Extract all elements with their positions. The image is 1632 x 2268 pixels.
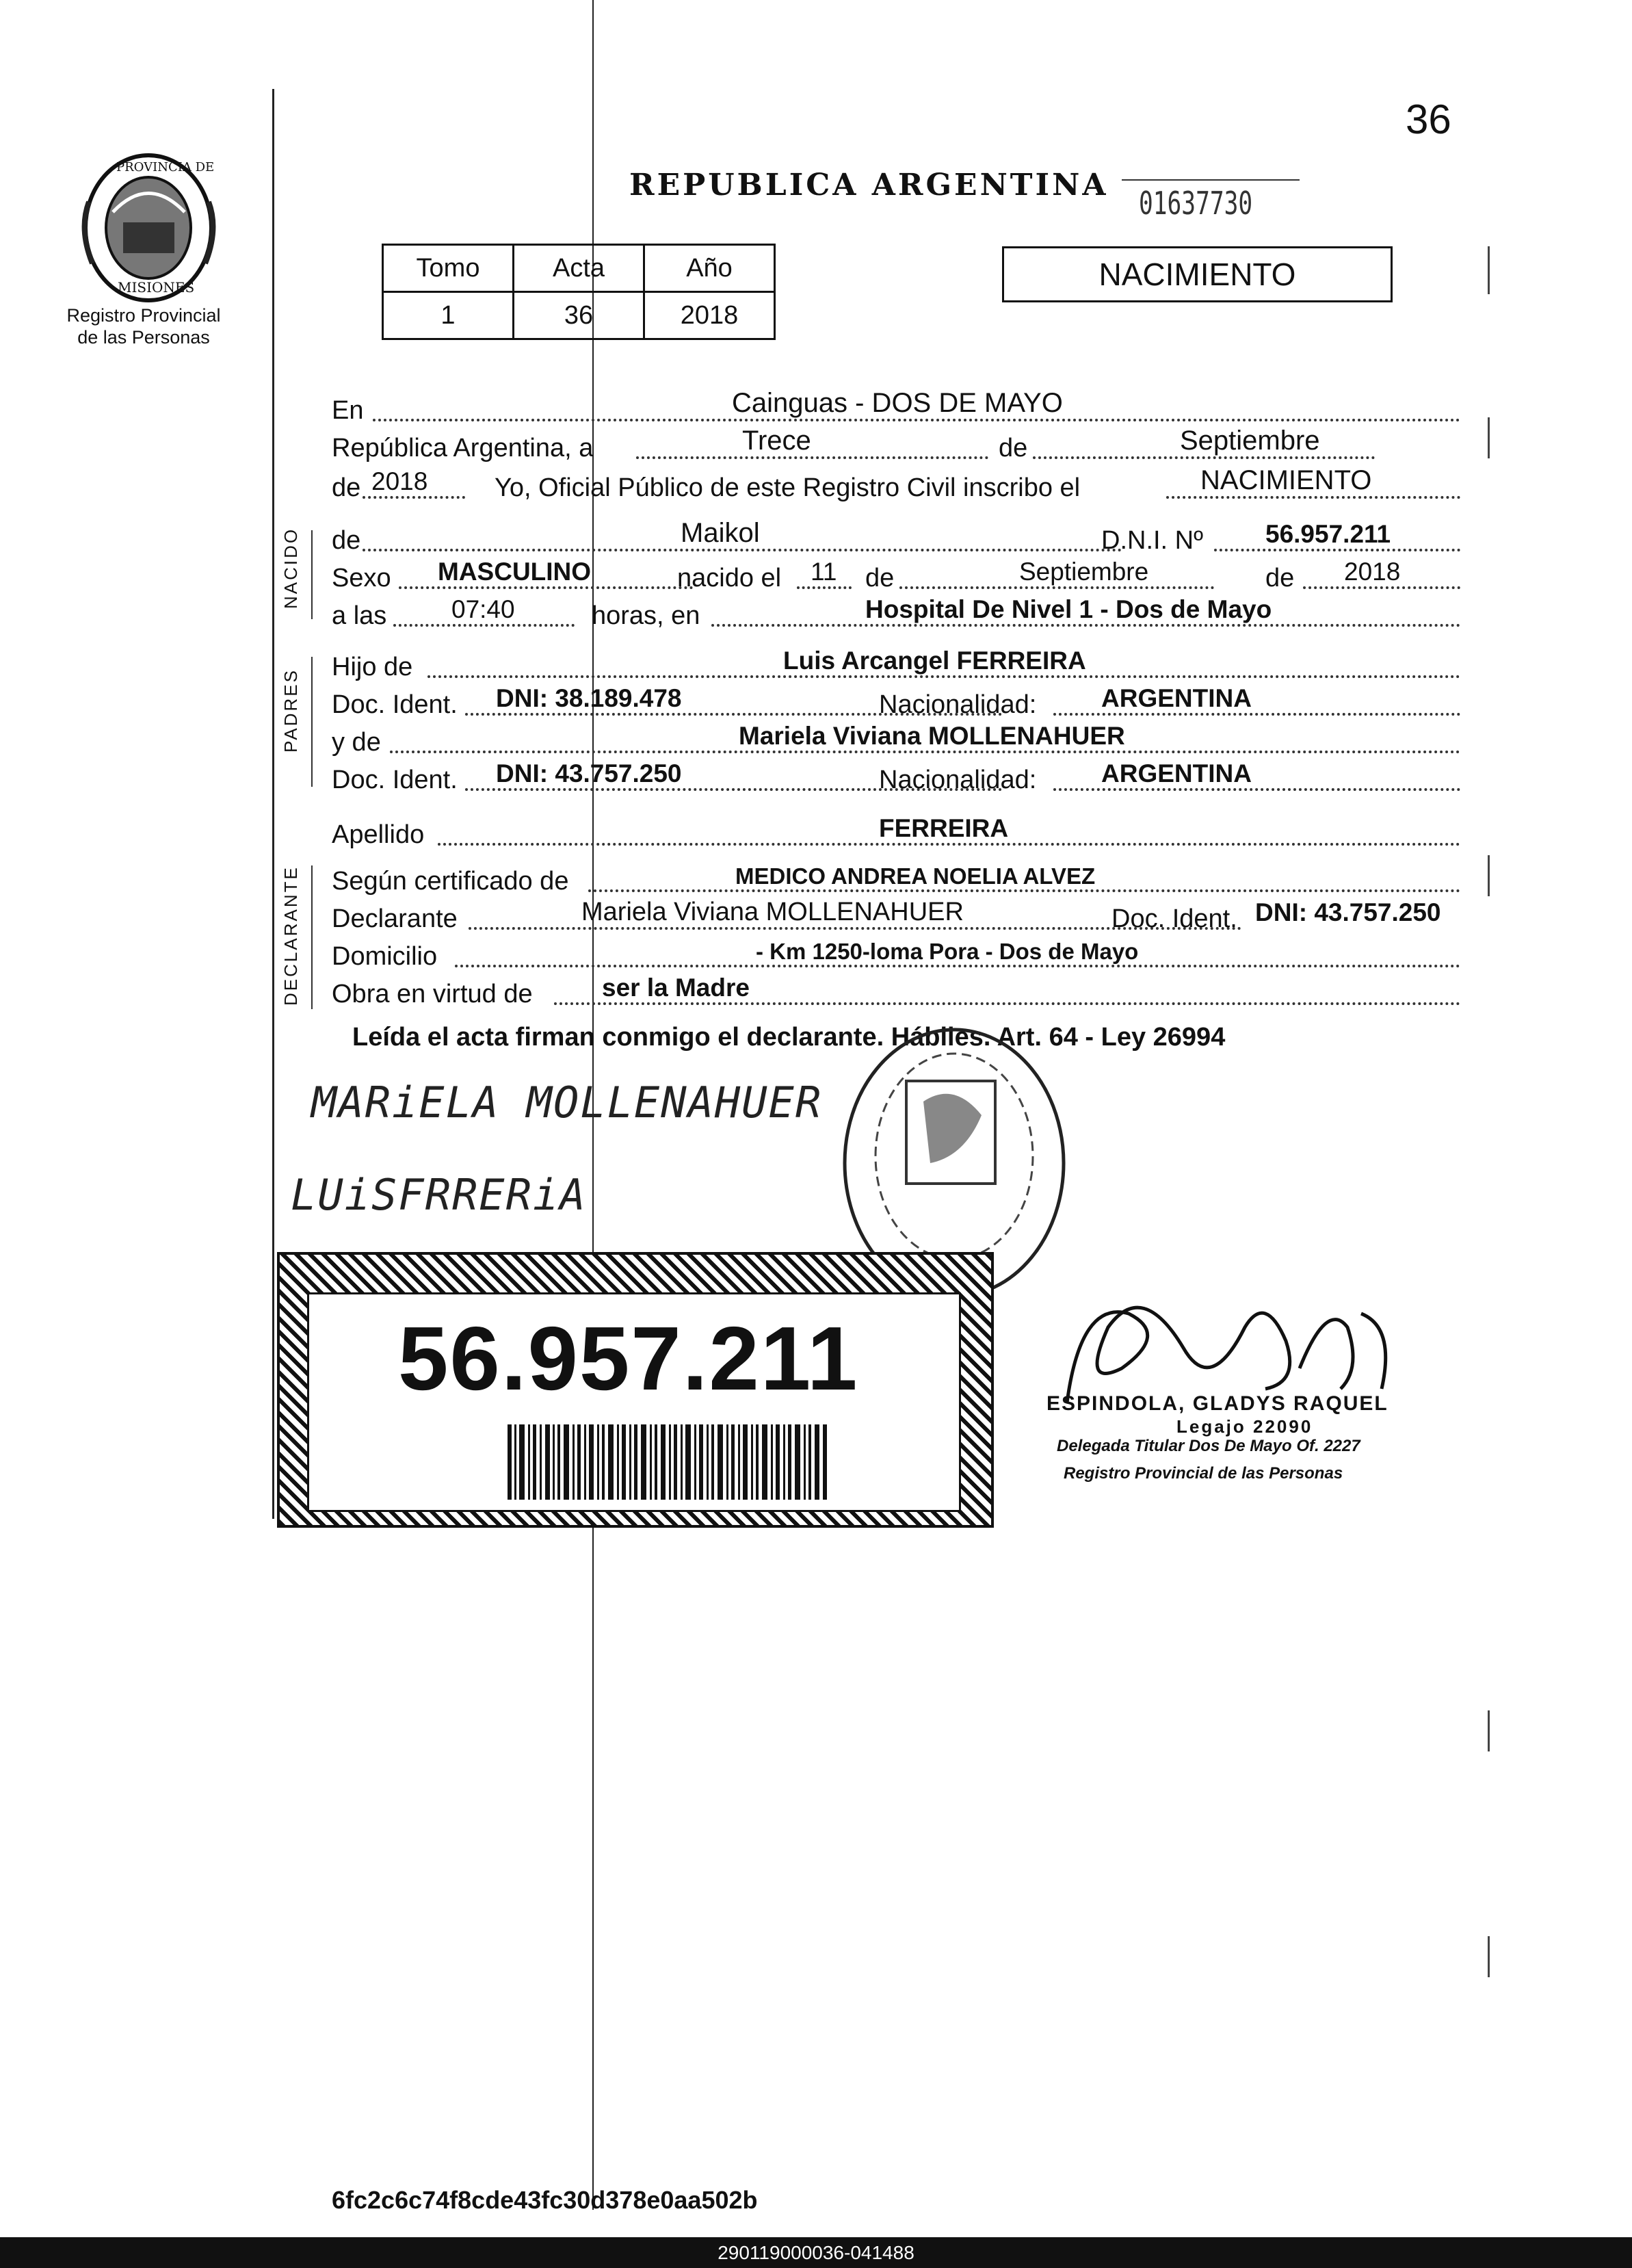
dni-value: 56.957.211: [1265, 520, 1391, 548]
doc-label: Doc. Ident.: [1111, 904, 1237, 933]
dotted-line: [588, 889, 1460, 892]
dotted-line: [390, 751, 1460, 753]
dotted-line: [636, 456, 988, 459]
section-bar-padres: [311, 657, 313, 787]
registry-caption-line: Registro Provincial: [66, 305, 221, 326]
form-row-padre-doc: [332, 684, 1460, 722]
hora-value: 07:40: [451, 595, 515, 623]
form-row-sexo: [332, 558, 1460, 596]
closing-statement: Leída el acta firman conmigo el declarante. Hábiles. Art. 64 - Ley 26994: [352, 1023, 1226, 1052]
domicilio-label: Domicilio: [332, 942, 438, 971]
act-type-box: NACIMIENTO: [1002, 246, 1393, 302]
left-margin-line: [272, 89, 274, 1519]
form-row-hora: [332, 595, 1460, 634]
official-role: Delegada Titular Dos De Mayo Of. 2227: [1057, 1437, 1360, 1455]
form-row-nombre: [332, 520, 1460, 558]
form-row-madre-doc: [332, 759, 1460, 798]
right-edge-mark: [1488, 1710, 1490, 1751]
dotted-line: [554, 1002, 1460, 1005]
table-header: Acta: [514, 245, 644, 292]
de-label: de: [865, 564, 895, 592]
form-row-domicilio: [332, 936, 1460, 974]
page-number: 36: [1406, 96, 1451, 142]
dotted-line: [797, 586, 852, 589]
nacionalidad-label: Nacionalidad:: [879, 766, 1037, 794]
nacido-label: nacido el: [677, 564, 782, 592]
padre-nacionalidad-value: ARGENTINA: [1101, 684, 1252, 712]
section-bar-nacido: [311, 530, 313, 619]
obra-label: Obra en virtud de: [332, 980, 533, 1008]
barcode-icon: [508, 1424, 829, 1500]
official-name: ESPINDOLA, GLADYS RAQUEL: [1047, 1392, 1388, 1415]
svg-text:PROVINCIA DE: PROVINCIA DE: [116, 160, 215, 174]
form-row-en: [332, 390, 1460, 428]
apellido-label: Apellido: [332, 820, 425, 849]
signature-madre: MARiELA MOLLENAHUER: [311, 1078, 823, 1128]
provincial-seal-icon: [75, 147, 222, 308]
declarante-value: Mariela Viviana MOLLENAHUER: [581, 898, 964, 926]
document-title: REPUBLICA ARGENTINA: [629, 168, 1109, 203]
declarante-doc-value: DNI: 43.757.250: [1255, 898, 1441, 926]
de-label: de: [999, 434, 1028, 462]
de-label: de: [332, 473, 361, 502]
dotted-line: [438, 843, 1460, 846]
form-row-declarante: [332, 898, 1460, 937]
madre-value: Mariela Viviana MOLLENAHUER: [739, 722, 1125, 750]
domicilio-value: - Km 1250-loma Pora - Dos de Mayo: [756, 939, 1139, 964]
apellido-value: FERREIRA: [879, 814, 1009, 842]
document-hash: 6fc2c6c74f8cde43fc30d378e0aa502b: [332, 2186, 758, 2214]
dotted-line: [1033, 456, 1375, 459]
right-edge-mark: [1488, 855, 1490, 896]
hijo-label: Hijo de: [332, 653, 413, 681]
sexo-label: Sexo: [332, 564, 391, 592]
dotted-line: [1053, 713, 1460, 716]
nacido-mes: Septiembre: [1019, 558, 1149, 586]
section-label-padres: PADRES: [280, 668, 301, 753]
dni-label: D.N.I. Nº: [1101, 526, 1203, 555]
dotted-line: [1053, 788, 1460, 791]
form-row-fecha: [332, 428, 1460, 466]
republica-label: República Argentina, a: [332, 434, 594, 462]
de-label: de: [1265, 564, 1295, 592]
dotted-line: [363, 496, 465, 499]
dotted-line: [399, 586, 693, 589]
segun-label: Según certificado de: [332, 867, 569, 896]
dotted-line: [373, 419, 1460, 421]
section-bar-declarante: [311, 865, 313, 1009]
dotted-line: [393, 624, 575, 627]
lugar-inscripcion-value: Cainguas - DOS DE MAYO: [732, 388, 1063, 418]
form-row-anio: [332, 467, 1460, 506]
form-row-obra: [332, 974, 1460, 1012]
dotted-line: [1303, 586, 1460, 589]
obra-value: ser la Madre: [602, 974, 750, 1002]
dotted-line: [711, 624, 1460, 627]
form-row-padre: [332, 647, 1460, 685]
dotted-line: [427, 675, 1460, 678]
alas-label: a las: [332, 601, 387, 630]
footer-code: 290119000036-041488: [718, 2242, 914, 2263]
oficial-text: Yo, Oficial Público de este Registro Civil inscribo el: [495, 473, 1081, 502]
nacido-anio: 2018: [1344, 558, 1401, 586]
lugar-nacimiento-value: Hospital De Nivel 1 - Dos de Mayo: [865, 595, 1272, 623]
registry-caption-line: de las Personas: [77, 327, 210, 348]
official-legajo: Legajo 22090: [1176, 1416, 1313, 1437]
right-edge-mark: [1488, 417, 1490, 458]
table-row: [383, 292, 775, 339]
madre-doc-value: DNI: 43.757.250: [496, 759, 682, 787]
svg-text:MISIONES: MISIONES: [118, 279, 195, 296]
right-edge-mark: [1488, 246, 1490, 294]
official-registry: Registro Provincial de las Personas: [1064, 1464, 1343, 1483]
table-header: Tomo: [383, 245, 514, 292]
right-edge-mark: [1488, 1936, 1490, 1977]
padre-value: Luis Arcangel FERREIRA: [783, 647, 1086, 675]
acta-table: [382, 244, 776, 340]
nombre-label: de: [332, 526, 361, 555]
table-header-row: [383, 245, 775, 292]
dotted-line: [1166, 496, 1460, 499]
dni-barcode-sticker: [277, 1252, 994, 1528]
table-header: Año: [644, 245, 775, 292]
barcode-label: [307, 1292, 961, 1512]
anio-value: 2018: [371, 467, 428, 495]
section-label-nacido: NACIDO: [280, 527, 301, 609]
doc-label: Doc. Ident.: [332, 766, 458, 794]
barcode-number: 56.957.211: [398, 1308, 859, 1409]
nacionalidad-label: Nacionalidad:: [879, 690, 1037, 719]
table-cell: 1: [383, 292, 514, 339]
table-cell: 2018: [644, 292, 775, 339]
inscribo-value: NACIMIENTO: [1200, 465, 1372, 495]
nombre-value: Maikol: [681, 518, 760, 548]
padre-doc-value: DNI: 38.189.478: [496, 684, 682, 712]
dotted-line: [455, 965, 1460, 967]
form-row-madre: [332, 722, 1460, 760]
en-label: En: [332, 396, 364, 425]
nacido-dia: 11: [811, 558, 837, 586]
serial-number: 01637730: [1139, 185, 1253, 222]
doc-label: Doc. Ident.: [332, 690, 458, 719]
declarante-label: Declarante: [332, 904, 458, 933]
dotted-line: [899, 586, 1214, 589]
segun-value: MEDICO ANDREA NOELIA ALVEZ: [735, 863, 1096, 889]
yde-label: y de: [332, 728, 381, 757]
sexo-value: MASCULINO: [438, 558, 592, 586]
table-cell: 36: [514, 292, 644, 339]
dotted-line: [363, 549, 1122, 551]
madre-nacionalidad-value: ARGENTINA: [1101, 759, 1252, 787]
registry-caption: [41, 304, 246, 348]
section-label-declarante: DECLARANTE: [280, 865, 301, 1006]
dotted-line: [1214, 549, 1460, 551]
serial-underline: [1122, 179, 1300, 181]
form-row-segun: [332, 861, 1460, 899]
dia-value: Trece: [742, 426, 811, 456]
horas-en-label: horas, en: [592, 601, 700, 630]
form-row-apellido: [332, 814, 1460, 852]
signature-padre: LUiSFRRERiA: [291, 1170, 587, 1220]
mes-value: Septiembre: [1180, 426, 1320, 456]
